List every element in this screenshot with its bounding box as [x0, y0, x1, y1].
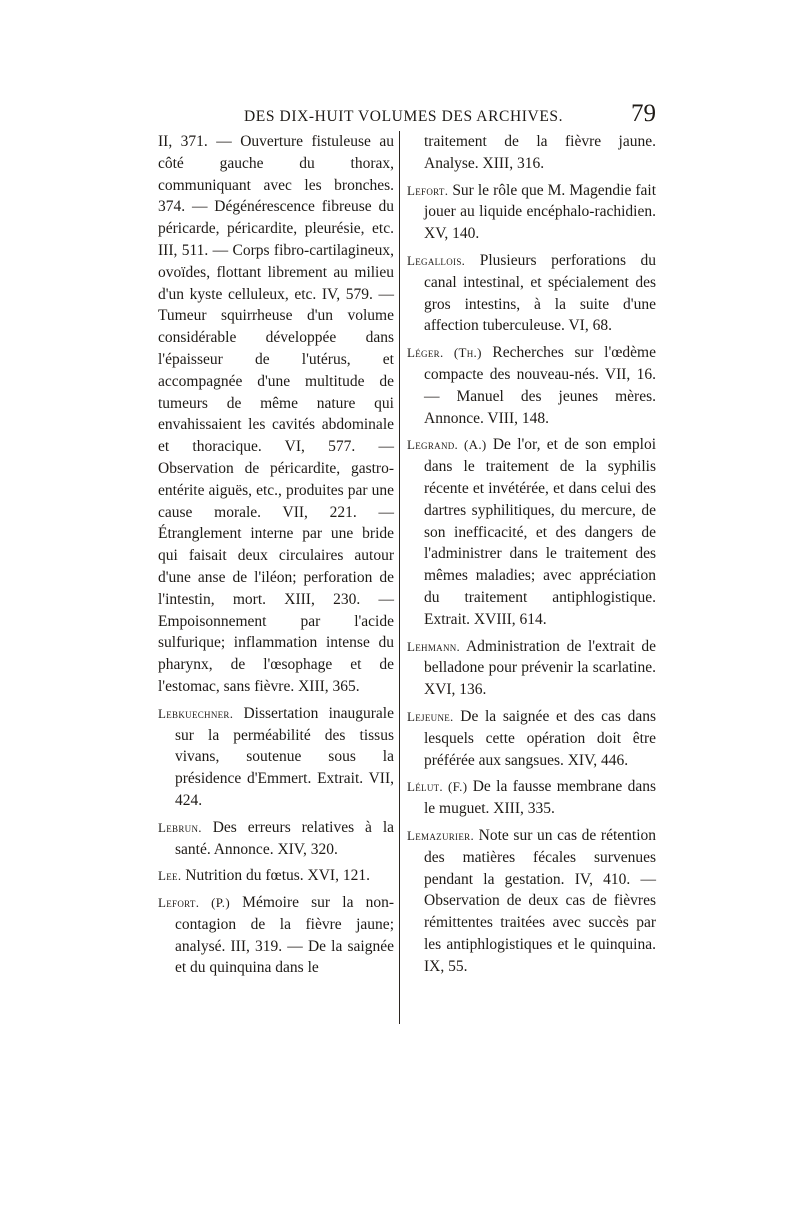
index-entry: [407, 434, 656, 630]
index-entry: [407, 250, 656, 337]
entry-head: Lebkuechner.: [158, 705, 234, 721]
entry-head: Legrand. (A.): [407, 437, 487, 453]
entry-text: Administration de l'extrait de belladone pour prévenir la scarlatine. XVI, 136.: [424, 637, 656, 699]
entry-head: Lee.: [158, 868, 182, 884]
entry-head: Lemazurier.: [407, 827, 474, 843]
entry-head: Lebrun.: [158, 819, 202, 835]
right-column: [407, 131, 656, 982]
index-entry: traitement de la fièvre jaune. Analyse. XIII, 316.: [424, 133, 656, 172]
running-title: DES DIX-HUIT VOLUMES DES ARCHIVES.: [244, 108, 564, 125]
entry-text: De l'or, et de son emploi dans le traitement de la syphilis récente et invétérée, et dans celui des dartres syphilitiques, du mercure, de son inefficacité, et des dangers de l'administrer dans le traitement des mêmes maladies; avec appréciation du traitement antiphlogistique. Extrait. XVIII, 614.: [424, 436, 656, 628]
entry-text: Plusieurs perforations du canal intestinal, et spécialement des gros intestins, à la suite d'une affection tuberculeuse. VI, 68.: [424, 251, 656, 335]
index-entry: [407, 180, 656, 245]
left-column: [158, 131, 394, 984]
entry-head: Lejeune.: [407, 708, 454, 724]
index-entry: [407, 776, 656, 820]
entry-text: Dissertation inaugurale sur la perméabilité des tissus vivans, soutenue sous la présidence d'Emmert. Extrait. VII, 424.: [175, 704, 394, 809]
entry-head: Legallois.: [407, 252, 466, 268]
index-entry: [158, 865, 394, 887]
entry-head: Lefort. (P.): [158, 895, 230, 911]
page-number: 79: [631, 100, 656, 127]
entry-text: Mémoire sur la non-contagion de la fièvre jaune; analysé. III, 319. — De la saignée et du quinquina dans le: [175, 894, 395, 977]
index-entry: [407, 706, 656, 771]
entry-text: Recherches sur l'œdème compacte des nouveau-nés. VII, 16. — Manuel des jeunes mères. Annonce. VIII, 148.: [424, 344, 656, 427]
index-entry: [158, 892, 394, 979]
entry-head: Lélut. (F.): [407, 779, 468, 795]
entry-text: Des erreurs relatives à la santé. Annonce. XIV, 320.: [175, 818, 395, 858]
page-header: [148, 100, 656, 134]
index-entry: [407, 825, 656, 978]
entry-text: Note sur un cas de rétention des matières fécales survenues pendant la gestation. IV, 410. — Observation de deux cas de fièvres rémittentes traitées avec succès par les antiphlogistiques et le quinquina. IX, 55.: [424, 826, 656, 975]
index-entry: [407, 342, 656, 429]
entry-text: De la saignée et des cas dans lesquels cette opération doit être préférée aux sangsues. XIV, 446.: [424, 707, 657, 769]
entry-head: Lefort.: [407, 182, 449, 198]
index-entry: [158, 817, 394, 861]
entry-head: Lehmann.: [407, 638, 461, 654]
index-entry: [407, 636, 656, 701]
entry-text: De la fausse membrane dans le muguet. XIII, 335.: [424, 778, 656, 818]
entry-head: Léger. (Th.): [407, 345, 482, 361]
index-entry: II, 371. — Ouverture fistuleuse au côté gauche du thorax, communiquant avec les bronches. 374. — Dégénérescence fibreuse du péricarde, péricardite, pleurésie, etc. III, 511. — Corps fibro-cartilagineux, ovoïdes, flottant librement au milieu d'un kyste celluleux, etc. IV, 579. — Tumeur squirrheuse d'un volume considérable développée dans l'épaisseur de l'utérus, et accompagnée d'une multitude de tumeurs de même nature qui envahissaient les cavités abdominale et thoracique. VI, 577. — Observation de péricardite, gastro-entérite aiguës, etc., produites par une cause morale. VII, 221. — Étranglement interne par une bride qui faisait deux circulaires autour d'une anse de l'iléon; perforation de l'intestin, mort. XIII, 230. — Empoisonnement par l'acide sulfurique; inflammation intense du pharynx, de l'œsophage et de l'estomac, sans fièvre. XIII, 365.: [158, 133, 394, 695]
column-divider: [399, 131, 400, 1024]
entry-text: Sur le rôle que M. Magendie fait jouer au liquide encéphalo-rachidien. XV, 140.: [424, 181, 657, 243]
index-entry: [158, 703, 394, 812]
entry-text: Nutrition du fœtus. XVI, 121.: [185, 867, 370, 885]
